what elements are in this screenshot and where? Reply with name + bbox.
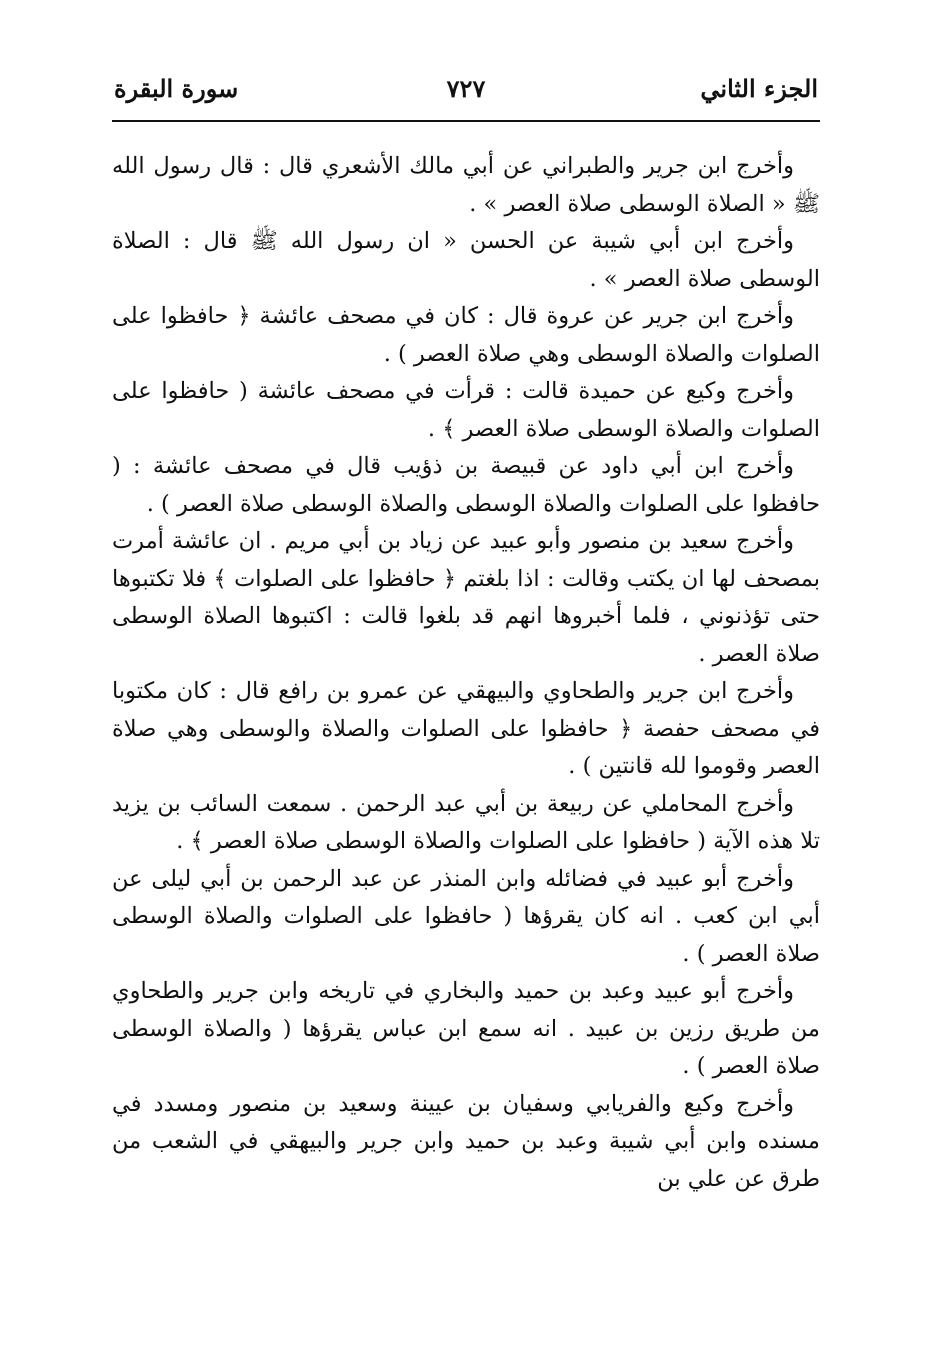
- paragraph: وأخرج ابن أبي داود عن قبيصة بن ذؤيب قال في مصحف عائشة : ( حافظوا على الصلوات والصلاة الوسطى والصلاة الوسطى صلاة العصر ) .: [112, 453, 820, 517]
- paragraph: وأخرج وكيع عن حميدة قالت : قرأت في مصحف عائشة ( حافظوا على الصلوات والصلاة الوسطى صلاة العصر ﴾ .: [112, 378, 820, 442]
- header-rule: [112, 120, 820, 122]
- surah-title: سورة البقرة: [114, 74, 239, 103]
- running-header: [112, 60, 820, 112]
- paragraph: وأخرج المحاملي عن ربيعة بن أبي عبد الرحمن . سمعت السائب بن يزيد تلا هذه الآية ( حافظوا على الصلوات والصلاة الوسطى صلاة العصر ﴾ .: [112, 790, 820, 854]
- page-number: ٧٢٧: [446, 74, 486, 103]
- paragraph: وأخرج وكيع والفريابي وسفيان بن عيينة وسعيد بن منصور ومسدد في مسنده وابن أبي شيبة وعبد بن حميد وابن جرير والبيهقي في الشعب من طرق عن علي بن: [112, 1090, 820, 1192]
- paragraph: وأخرج ابن أبي شيبة عن الحسن « ان رسول الله ﷺ قال : الصلاة الوسطى صلاة العصر » .: [112, 228, 820, 292]
- paragraph: وأخرج أبو عبيد في فضائله وابن المنذر عن عبد الرحمن بن أبي ليلى عن أبي ابن كعب . انه كان يقرؤها ( حافظوا على الصلوات والصلاة الوسطى صلاة العصر ) .: [112, 865, 820, 967]
- book-page: [112, 60, 820, 1320]
- paragraph: وأخرج ابن جرير والطبراني عن أبي مالك الأشعري قال : قال رسول الله ﷺ « الصلاة الوسطى صلاة العصر » .: [112, 153, 820, 217]
- part-title: الجزء الثاني: [700, 74, 818, 103]
- paragraph: وأخرج سعيد بن منصور وأبو عبيد عن زياد بن أبي مريم . ان عائشة أمرت بمصحف لها ان يكتب وقالت : اذا بلغتم ﴿ حافظوا على الصلوات ﴾ فلا تكتبوها حتى تؤذنوني ، فلما أخبروها انهم قد بلغوا قالت : اكتبوها الصلاة الوسطى صلاة العصر .: [112, 528, 820, 667]
- paragraph: وأخرج أبو عبيد وعبد بن حميد والبخاري في تاريخه وابن جرير والطحاوي من طريق رزين بن عبيد . انه سمع ابن عباس يقرؤها ( والصلاة الوسطى صلاة العصر ) .: [112, 978, 820, 1079]
- page-body: [112, 148, 820, 1198]
- paragraph: وأخرج ابن جرير والطحاوي والبيهقي عن عمرو بن رافع قال : كان مكتوبا في مصحف حفصة ﴿ حافظوا على الصلوات والصلاة والوسطى وهي صلاة العصر وقوموا لله قانتين ) .: [112, 678, 820, 779]
- paragraph: وأخرج ابن جرير عن عروة قال : كان في مصحف عائشة ﴿ حافظوا على الصلوات والصلاة الوسطى وهي صلاة العصر ) .: [112, 303, 820, 367]
